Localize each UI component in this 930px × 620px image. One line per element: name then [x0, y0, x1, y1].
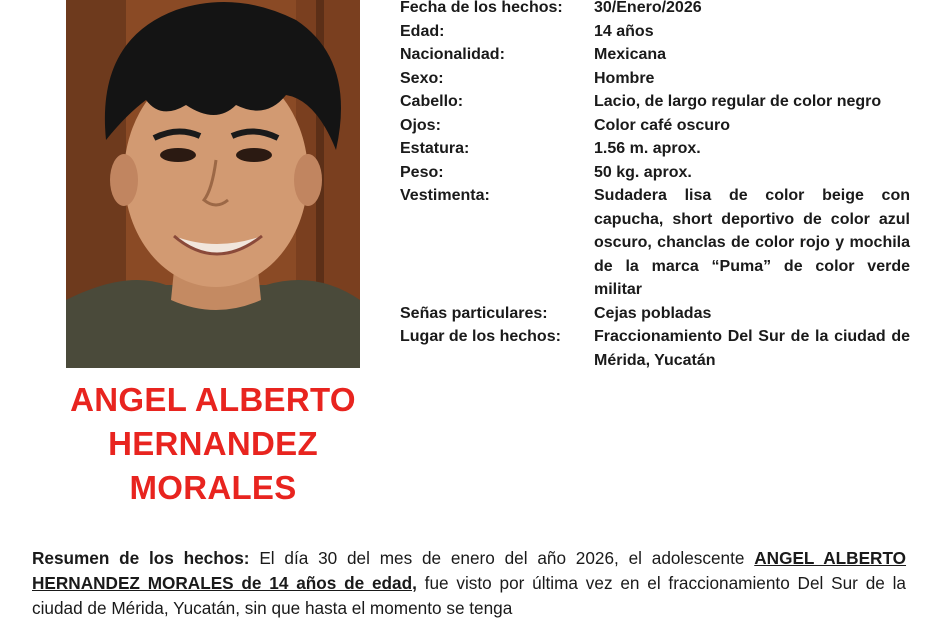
- details-table: [400, 0, 910, 372]
- name-line-3: MORALES: [129, 469, 297, 506]
- detail-value: Lacio, de largo regular de color negro: [594, 93, 882, 110]
- detail-row-nacionalidad: [400, 43, 910, 67]
- detail-row-edad: [400, 20, 910, 44]
- detail-row-ojos: [400, 114, 910, 138]
- detail-row-senas: [400, 302, 910, 326]
- detail-row-peso: [400, 161, 910, 185]
- detail-value: Fraccionamiento Del Sur de la ciudad de Mérida, Yucatán: [594, 328, 910, 369]
- detail-row-sexo: [400, 67, 910, 91]
- detail-label: Cabello:: [400, 93, 464, 110]
- detail-value: Hombre: [594, 69, 655, 87]
- summary-heading: Resumen de los hechos:: [32, 548, 250, 568]
- summary-text-1: El día 30 del mes de enero del año 2026, el adolescente: [249, 548, 755, 568]
- name-line-2: HERNANDEZ: [108, 425, 318, 462]
- detail-label: Ojos:: [400, 116, 441, 134]
- missing-person-photo: [66, 0, 360, 368]
- summary-paragraph: [32, 546, 906, 620]
- detail-row-vestimenta: [400, 184, 910, 302]
- name-line-1: ANGEL ALBERTO: [70, 381, 356, 418]
- detail-value: 14 años: [594, 22, 654, 40]
- detail-value: Cejas pobladas: [594, 304, 712, 322]
- detail-row-estatura: [400, 137, 910, 161]
- summary-underlined-name: ANGEL ALBERTO HERNANDEZ MORALES de 14 años de edad,: [32, 548, 907, 593]
- detail-value: Mexicana: [594, 46, 667, 63]
- detail-label: Estatura:: [400, 140, 470, 157]
- detail-label: Fecha de los hechos:: [400, 0, 563, 16]
- portrait-illustration: [66, 0, 360, 368]
- detail-label: Vestimenta:: [400, 187, 490, 204]
- summary-text-2: fue visto por última vez en el fraccionamiento Del Sur de la ciudad de Mérida, Yucatán, sin que hasta el momento se tenga: [32, 573, 906, 618]
- detail-value: 50 kg. aprox.: [594, 163, 692, 181]
- detail-row-cabello: [400, 90, 910, 114]
- detail-value: 1.56 m. aprox.: [594, 140, 701, 157]
- detail-row-lugar: [400, 325, 910, 372]
- detail-label: Peso:: [400, 163, 444, 181]
- detail-label: Señas particulares:: [400, 304, 548, 322]
- detail-label: Nacionalidad:: [400, 46, 505, 63]
- detail-value: Sudadera lisa de color beige con capucha, short deportivo de color azul oscuro, chanclas de color rojo y mochila de la marca “Puma” de color verde militar: [594, 187, 910, 298]
- detail-value: 30/Enero/2026: [594, 0, 702, 16]
- detail-label: Sexo:: [400, 69, 444, 87]
- detail-row-fecha: [400, 0, 910, 20]
- detail-label: Edad:: [400, 22, 445, 40]
- missing-person-name: [50, 378, 376, 510]
- detail-label: Lugar de los hechos:: [400, 328, 561, 345]
- detail-value: Color café oscuro: [594, 116, 731, 134]
